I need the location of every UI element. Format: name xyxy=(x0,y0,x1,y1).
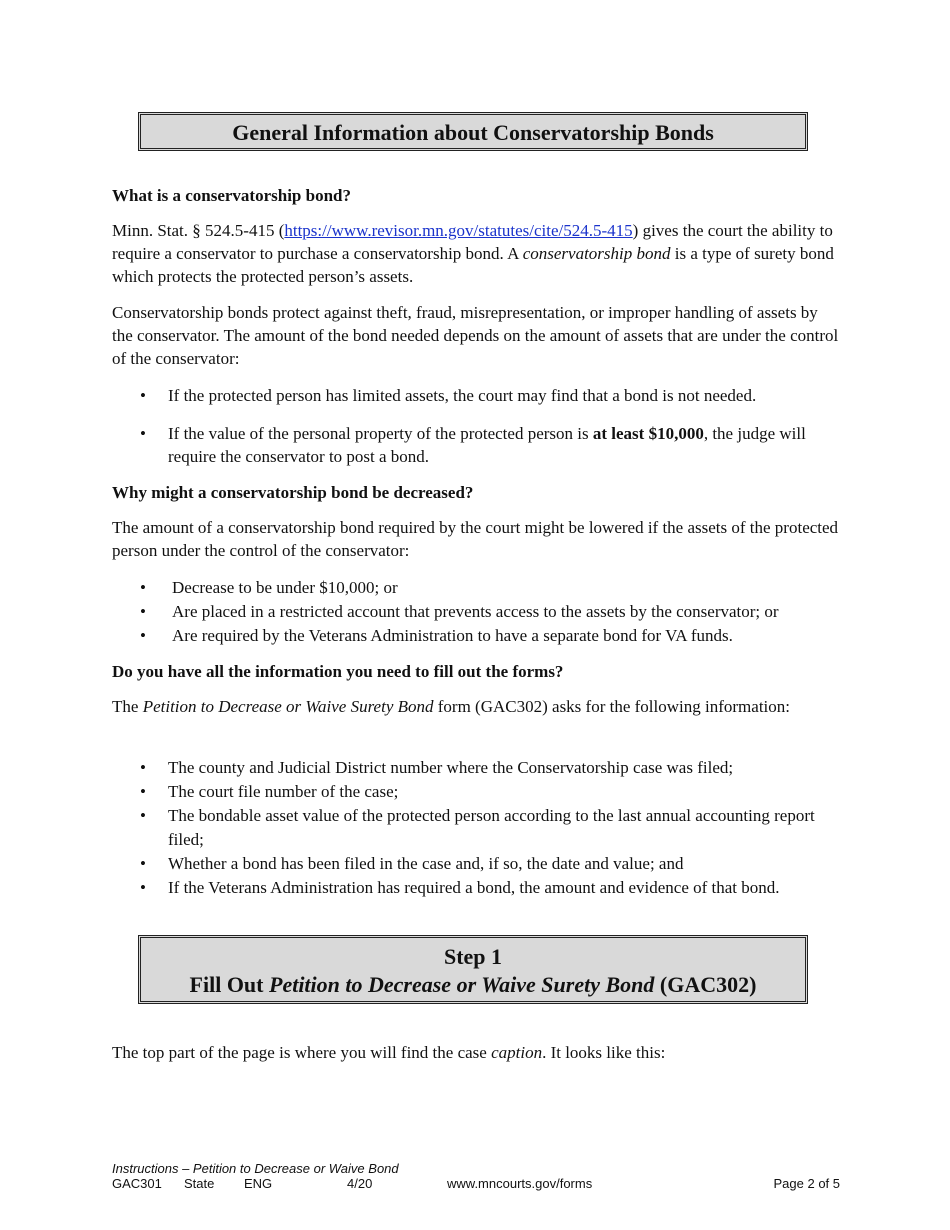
info-list xyxy=(112,756,840,900)
text-segment: The top part of the page is where you will find the case xyxy=(112,1043,492,1062)
text-segment: (GAC302) xyxy=(654,972,757,997)
text-segment: The xyxy=(112,697,143,716)
footer-row xyxy=(112,1176,840,1193)
step-number: Step 1 xyxy=(443,944,503,969)
section-title: General Information about Conservatorship Bonds xyxy=(232,120,714,145)
list-item: • The county and Judicial District number where the Conservatorship case was filed; xyxy=(112,756,840,780)
text-segment: Minn. Stat. § 524.5-415 ( xyxy=(112,221,285,240)
italic-term: caption xyxy=(491,1043,543,1062)
page-footer xyxy=(112,1161,840,1193)
list-item: • If the protected person has limited assets, the court may find that a bond is not needed. xyxy=(112,384,840,407)
text-segment: If the value of the personal property of the protected person is xyxy=(168,424,593,443)
bond-need-list xyxy=(112,384,840,407)
footer-form-code: GAC301 xyxy=(112,1176,162,1191)
list-item: • Are placed in a restricted account that prevents access to the assets by the conservator; or xyxy=(112,600,840,624)
text-segment: . It looks like this: xyxy=(542,1043,666,1062)
statute-link[interactable]: https://www.revisor.mn.gov/statutes/cite/524.5-415 xyxy=(284,221,633,240)
bold-amount: at least $10,000 xyxy=(592,424,704,443)
bond-need-list-2 xyxy=(112,422,840,468)
text-segment: form (GAC302) asks for the following information: xyxy=(433,697,790,716)
heading-information-needed: Do you have all the information you need to fill out the forms? xyxy=(112,662,564,681)
footer-language: ENG xyxy=(244,1176,273,1191)
text-segment: ) gives the court the ability to require a conservator to purchase a conservatorship bond. A xyxy=(112,221,833,263)
text-segment: is a type of surety bond which protects the protected person’s assets. xyxy=(112,244,834,286)
italic-form-name: Petition to Decrease or Waive Surety Bond xyxy=(142,697,434,716)
list-item: • Whether a bond has been filed in the case and, if so, the date and value; and xyxy=(112,852,840,876)
step-title xyxy=(141,971,805,999)
paragraph-decrease: The amount of a conservatorship bond required by the court might be lowered if the assets of the protected person under the control of the conservator: xyxy=(112,518,839,560)
section-title-box xyxy=(138,112,808,151)
footer-title: Instructions – Petition to Decrease or Waive Bond xyxy=(112,1161,399,1176)
heading-what-is-bond: What is a conservatorship bond? xyxy=(112,186,351,205)
paragraph-statute xyxy=(112,219,840,288)
italic-term: conservatorship bond xyxy=(522,244,671,263)
footer-date: 4/20 xyxy=(347,1176,373,1191)
list-item: • The bondable asset value of the protected person according to the last annual accounting report filed; xyxy=(112,804,840,852)
paragraph-form-info xyxy=(112,695,840,718)
text-segment: Fill Out xyxy=(189,972,269,997)
footer-page-number: Page 2 of 5 xyxy=(773,1176,840,1191)
step-title-box xyxy=(138,935,808,1004)
list-item: • The court file number of the case; xyxy=(112,780,840,804)
list-item xyxy=(112,422,840,468)
list-item: • If the Veterans Administration has required a bond, the amount and evidence of that bond. xyxy=(112,876,840,900)
list-item: • Are required by the Veterans Administration to have a separate bond for VA funds. xyxy=(112,624,840,648)
footer-website: www.mncourts.gov/forms xyxy=(447,1176,593,1191)
heading-why-decreased: Why might a conservatorship bond be decreased? xyxy=(112,483,474,502)
footer-scope: State xyxy=(184,1176,215,1191)
paragraph-caption xyxy=(112,1041,840,1064)
text-segment: , the judge will require the conservator to post a bond. xyxy=(168,424,806,466)
italic-form-name: Petition to Decrease or Waive Surety Bond xyxy=(269,972,655,997)
decrease-list xyxy=(112,576,840,648)
paragraph-bond-protection: Conservatorship bonds protect against theft, fraud, misrepresentation, or improper handling of assets by the conservator. The amount of the bond needed depends on the amount of assets that are under the control of the conservator: xyxy=(112,303,839,368)
list-item: • Decrease to be under $10,000; or xyxy=(112,576,840,600)
